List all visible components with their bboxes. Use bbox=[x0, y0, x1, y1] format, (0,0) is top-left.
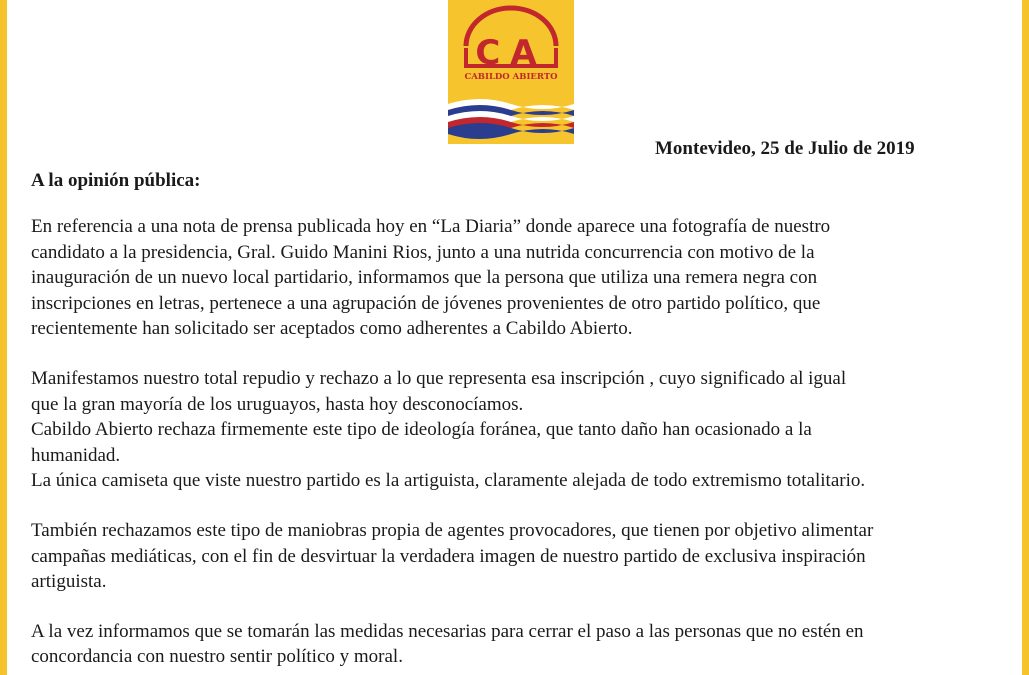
paragraph-line: concordancia con nuestro sentir político y moral. bbox=[31, 646, 403, 668]
right-yellow-border bbox=[1022, 0, 1029, 675]
letter-salutation: A la opinión pública: bbox=[31, 170, 201, 191]
paragraph-line: artiguista. bbox=[31, 571, 107, 593]
logo-name: CABILDO ABIERTO bbox=[464, 72, 558, 82]
paragraph-line: campañas mediáticas, con el fin de desvirtuar la verdadera imagen de nuestro partido de exclusiva inspiración bbox=[31, 545, 866, 567]
paragraph-line: También rechazamos este tipo de maniobras propia de agentes provocadores, que tienen por objetivo alimentar bbox=[31, 519, 874, 541]
paragraph-line: inauguración de un nuevo local partidario, informamos que la persona que utiliza una remera negra con bbox=[31, 267, 818, 289]
paragraph-line: recientemente han solicitado ser aceptados como adherentes a Cabildo Abierto. bbox=[31, 318, 633, 340]
paragraph-line: que la gran mayoría de los uruguayos, hasta hoy desconocíamos. bbox=[31, 393, 524, 415]
paragraph-line: A la vez informamos que se tomarán las medidas necesarias para cerrar el paso a las personas que no estén en bbox=[31, 620, 864, 642]
letter-body bbox=[31, 214, 1011, 670]
cabildo-abierto-logo bbox=[448, 0, 574, 144]
paragraph-3 bbox=[31, 518, 1011, 595]
paragraph-line: candidato a la presidencia, Gral. Guido Manini Rios, junto a una nutrida concurrencia con motivo de la bbox=[31, 241, 815, 263]
paragraph-line: La única camiseta que viste nuestro partido es la artiguista, claramente alejada de todo extremismo totalitario. bbox=[31, 470, 866, 492]
letter-date: Montevideo, 25 de Julio de 2019 bbox=[655, 138, 915, 159]
logo-letters: CA bbox=[475, 33, 547, 73]
paragraph-2 bbox=[31, 366, 1011, 494]
paragraph-line: Manifestamos nuestro total repudio y rechazo a lo que representa esa inscripción , cuyo significado al igual bbox=[31, 367, 847, 389]
paragraph-line: Cabildo Abierto rechaza firmemente este tipo de ideología foránea, que tanto daño han ocasionado a la bbox=[31, 419, 812, 441]
paragraph-1 bbox=[31, 214, 1011, 342]
paragraph-line: En referencia a una nota de prensa publicada hoy en “La Diaria” donde aparece una fotografía de nuestro bbox=[31, 216, 831, 237]
left-yellow-border bbox=[0, 0, 7, 675]
logo-graphic bbox=[448, 0, 574, 144]
paragraph-line: inscripciones en letras, pertenece a una agrupación de jóvenes provenientes de otro partido político, que bbox=[31, 292, 821, 314]
paragraph-line: humanidad. bbox=[31, 444, 121, 466]
paragraph-4 bbox=[31, 619, 1011, 670]
